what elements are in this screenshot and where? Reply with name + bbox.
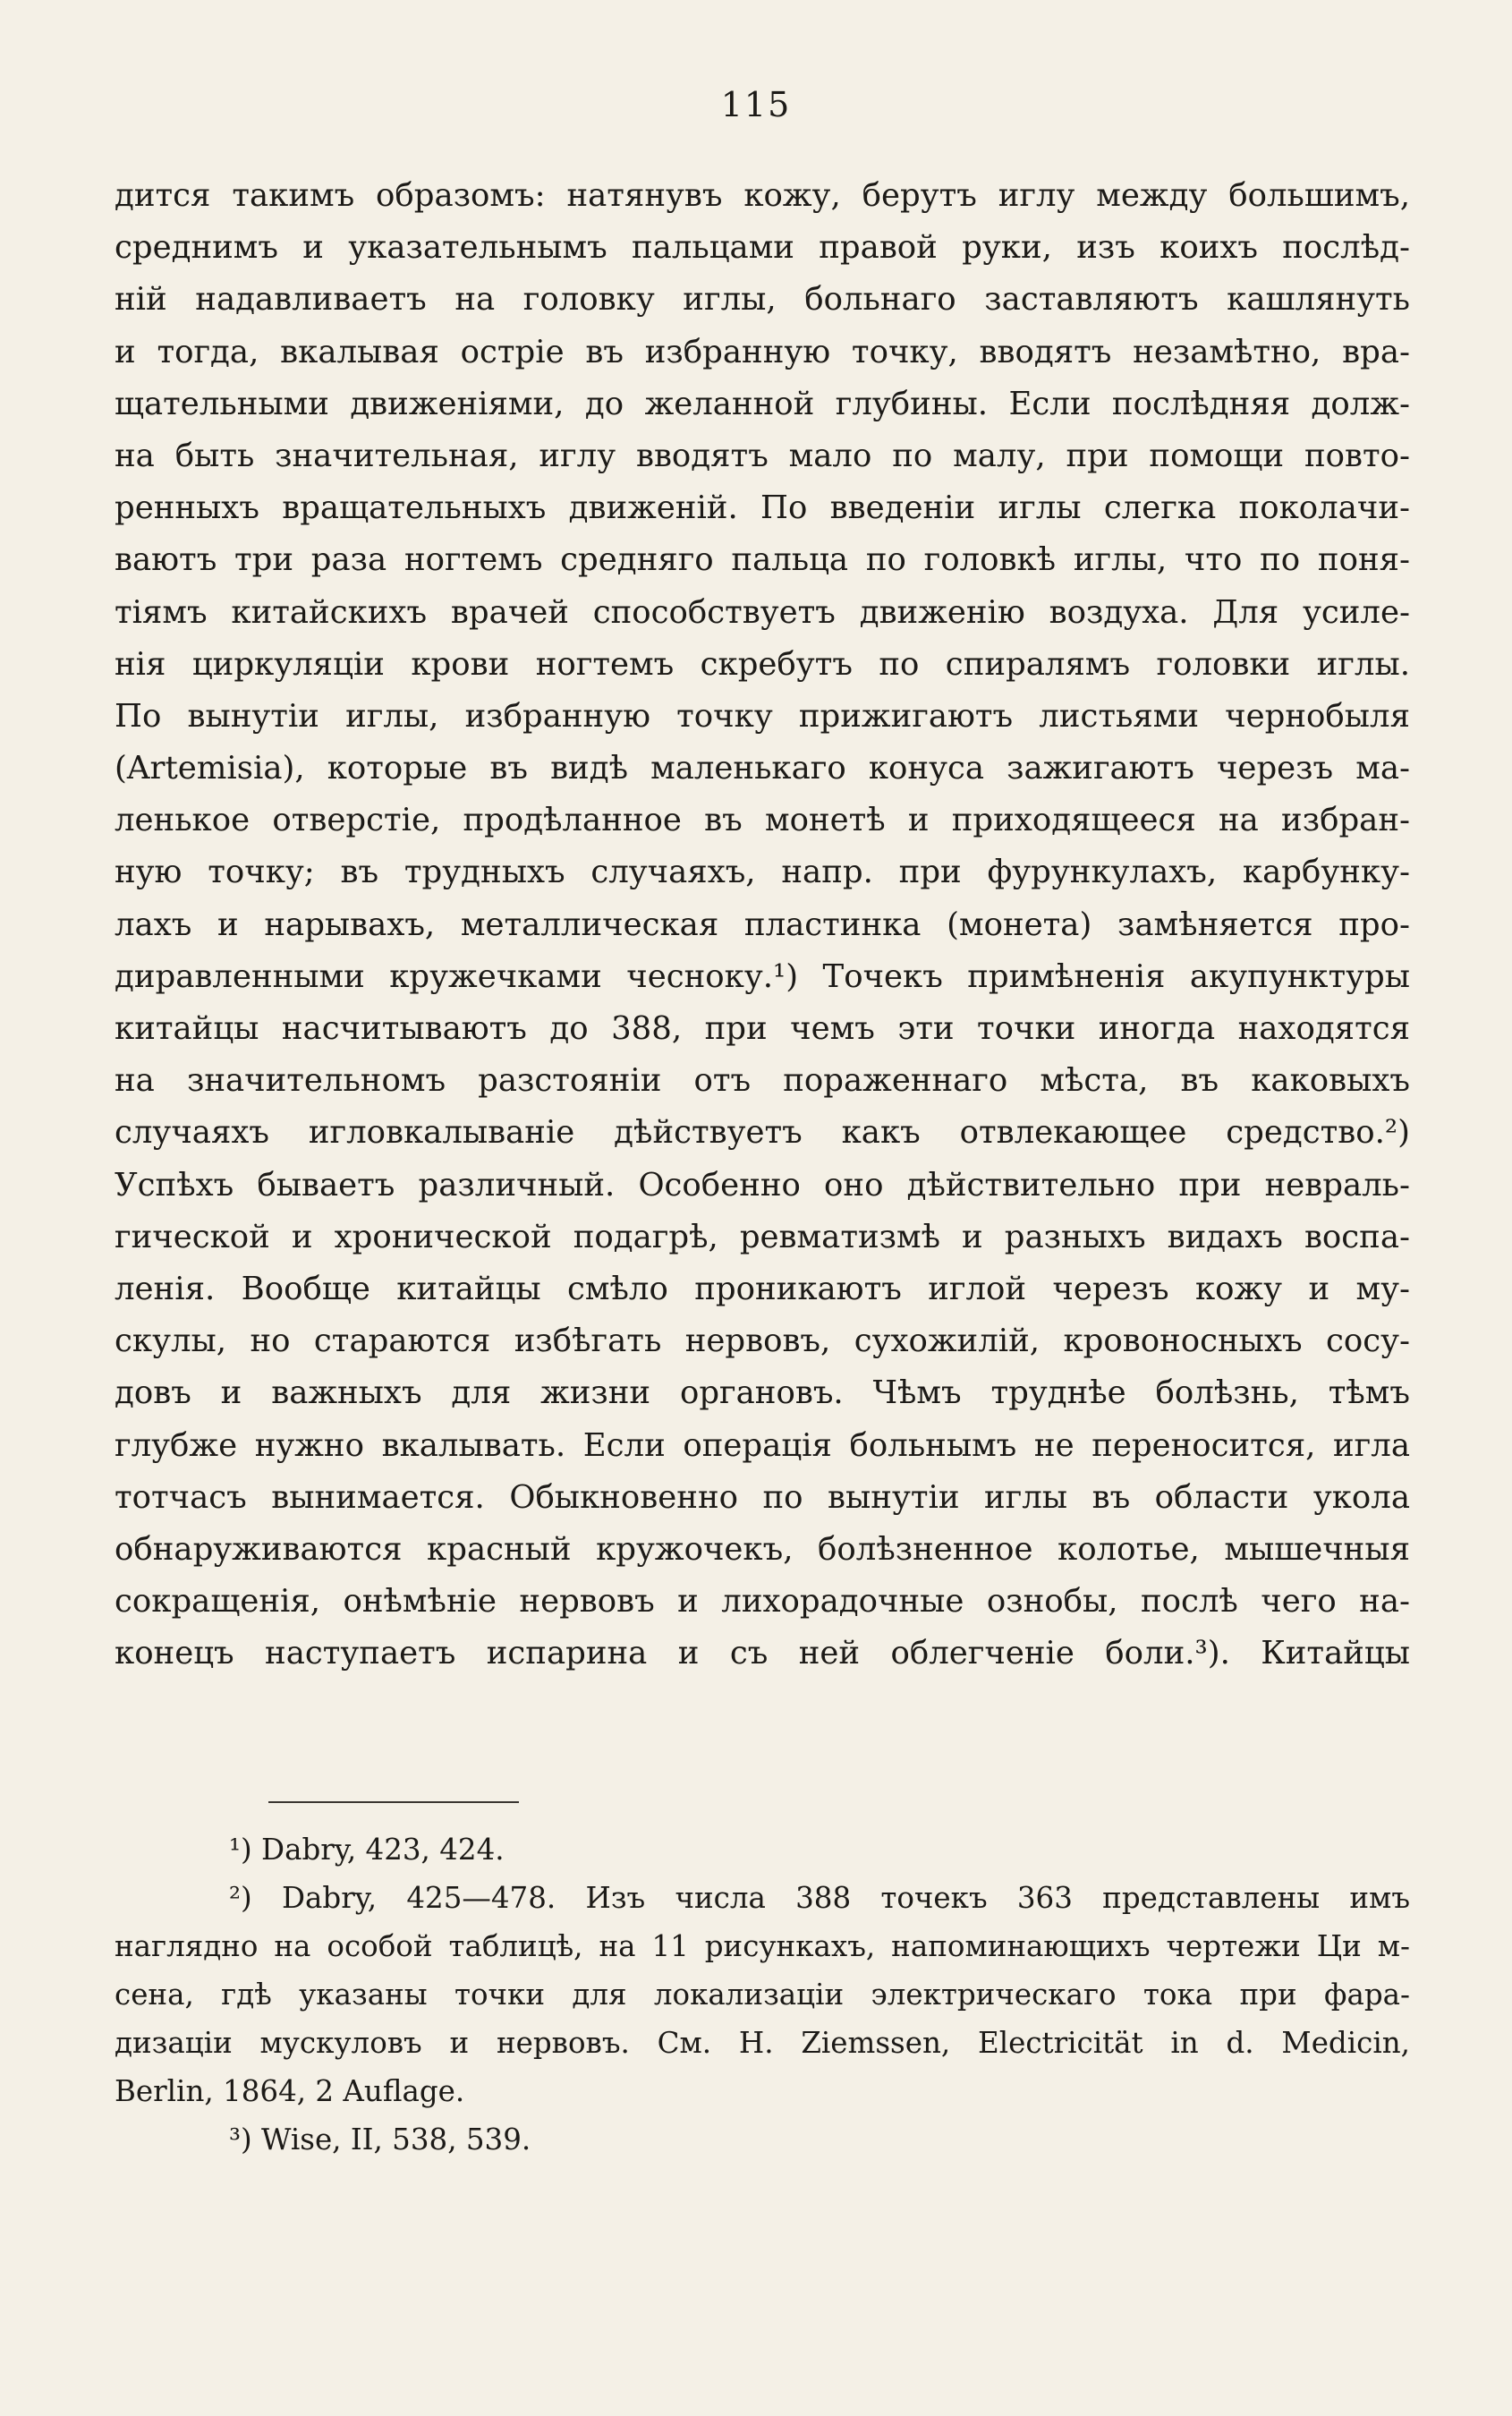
footnote-separator bbox=[268, 1801, 519, 1803]
text-line: Успѣхъ бываетъ различный. Особенно оно дѣйствительно при невраль- bbox=[115, 1166, 1410, 1204]
text-line: довъ и важныхъ для жизни органовъ. Чѣмъ труднѣе болѣзнь, тѣмъ bbox=[115, 1374, 1410, 1412]
text-line: ваютъ три раза ногтемъ средняго пальца по головкѣ иглы, что по поня- bbox=[115, 541, 1410, 579]
footnote-3: ³) Wise, II, 538, 539. bbox=[229, 2123, 531, 2157]
text-line: (Artemisia), которые въ видѣ маленькаго конуса зажигаютъ черезъ ма- bbox=[115, 750, 1410, 787]
body-text bbox=[115, 170, 1410, 1680]
footnote-2: ²) Dabry, 425—478. Изъ числа 388 точекъ 363 представлены имъ bbox=[229, 1881, 1410, 1915]
text-line: нія циркуляціи крови ногтемъ скребутъ по спиралямъ головки иглы. bbox=[115, 645, 1410, 683]
text-line: случаяхъ игловкалываніе дѣйствуетъ какъ отвлекающее средство.²) bbox=[115, 1114, 1410, 1152]
text-line: тотчасъ вынимается. Обыкновенно по вынутіи иглы въ области укола bbox=[115, 1478, 1410, 1516]
text-line: тіямъ китайскихъ врачей способствуетъ движенію воздуха. Для усиле- bbox=[115, 593, 1410, 631]
text-line: скулы, но стараются избѣгать нервовъ, сухожилій, кровоносныхъ сосу- bbox=[115, 1323, 1410, 1360]
text-line: конецъ наступаетъ испарина и съ ней облегченіе боли.³). Китайцы bbox=[115, 1635, 1410, 1672]
footnotes bbox=[115, 1825, 1410, 2164]
text-line: сокращенія, онѣмѣніе нервовъ и лихорадочные ознобы, послѣ чего на- bbox=[115, 1583, 1410, 1621]
text-line: лахъ и нарывахъ, металлическая пластинка (монета) замѣняется про- bbox=[115, 906, 1410, 943]
text-line: диравленными кружечками чесноку.¹) Точекъ примѣненія акупунктуры bbox=[115, 957, 1410, 995]
text-line: ленія. Вообще китайцы смѣло проникаютъ иглой черезъ кожу и му- bbox=[115, 1270, 1410, 1307]
footnote-2-cont: дизаціи мускуловъ и нервовъ. См. H. Ziemssen, Electricität in d. Medicin, bbox=[115, 2026, 1410, 2060]
page-number: 115 bbox=[720, 85, 792, 124]
text-line: гической и хронической подагрѣ, ревматизмѣ и разныхъ видахъ воспа- bbox=[115, 1218, 1410, 1255]
text-line: китайцы насчитываютъ до 388, при чемъ эти точки иногда находятся bbox=[115, 1010, 1410, 1047]
text-line: ленькое отверстіе, продѣланное въ монетѣ и приходящееся на избран- bbox=[115, 802, 1410, 839]
text-line: глубже нужно вкалывать. Если операція больнымъ не переносится, игла bbox=[115, 1426, 1410, 1464]
text-line: ную точку; въ трудныхъ случаяхъ, напр. при фурункулахъ, карбунку- bbox=[115, 854, 1410, 891]
text-line: щательными движеніями, до желанной глубины. Если послѣдняя долж- bbox=[115, 385, 1410, 422]
footnote-2-cont: сена, гдѣ указаны точки для локализаціи электрическаго тока при фара- bbox=[115, 1978, 1410, 2012]
text-line: ренныхъ вращательныхъ движеній. По введеніи иглы слегка поколачи- bbox=[115, 489, 1410, 527]
footnote-2-cont: Berlin, 1864, 2 Auflage. bbox=[115, 2074, 465, 2108]
text-line: на быть значительная, иглу вводятъ мало по малу, при помощи повто- bbox=[115, 437, 1410, 474]
footnote-2-cont: наглядно на особой таблицѣ, на 11 рисункахъ, напоминающихъ чертежи Ци м- bbox=[115, 1929, 1410, 1963]
text-line: По вынутіи иглы, избранную точку прижигаютъ листьями чернобыля bbox=[115, 697, 1410, 735]
text-line: среднимъ и указательнымъ пальцами правой руки, изъ коихъ послѣд- bbox=[115, 229, 1410, 267]
text-line: обнаруживаются красный кружочекъ, болѣзненное колотье, мышечныя bbox=[115, 1530, 1410, 1568]
text-line: дится такимъ образомъ: натянувъ кожу, берутъ иглу между большимъ, bbox=[115, 177, 1410, 214]
text-line: нiй надавливаетъ на головку иглы, больнаго заставляютъ кашлянуть bbox=[115, 281, 1410, 319]
footnote-1: ¹) Dabry, 423, 424. bbox=[229, 1833, 505, 1867]
text-line: на значительномъ разстояніи отъ пораженнаго мѣста, въ каковыхъ bbox=[115, 1062, 1410, 1100]
text-line: и тогда, вкалывая остріе въ избранную точку, вводятъ незамѣтно, вра- bbox=[115, 333, 1410, 370]
